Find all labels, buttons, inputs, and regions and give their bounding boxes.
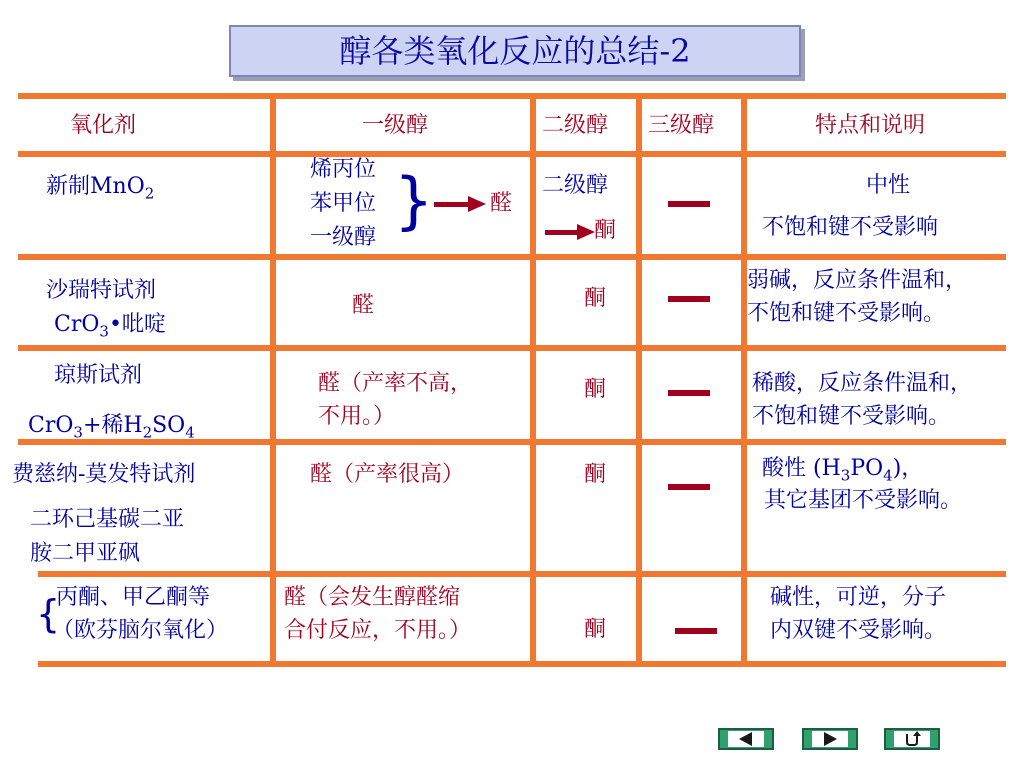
next-slide-button[interactable]: [802, 728, 858, 750]
grid-line-bottom: [38, 661, 1006, 667]
row1-primary-product: 醛: [490, 191, 513, 216]
row5-oxidant-line2: （欧芬脑尔氧化）: [52, 618, 229, 643]
grid-col-4: [741, 93, 747, 667]
row3-tertiary-dash: [668, 390, 710, 396]
row5-tertiary-dash: [675, 628, 717, 634]
row2-oxidant-formula: CrO$_3$•吡啶: [54, 312, 166, 341]
row5-primary-line1: 醛（会发生醇醛缩: [284, 585, 461, 610]
return-arrow-icon: [894, 731, 930, 747]
grid-line-row1: [18, 254, 1006, 260]
row2-oxidant-name: 沙瑞特试剂: [46, 278, 157, 303]
row1-secondary-top: 二级醇: [542, 173, 609, 198]
row5-brace-icon: {: [36, 592, 61, 636]
grid-col-3: [636, 93, 642, 667]
row5-note1: 碱性，可逆，分子: [770, 585, 947, 610]
header-notes: 特点和说明: [815, 113, 926, 138]
row3-primary-line1: 醛（产率不高，: [318, 371, 473, 396]
row3-oxidant-formula: CrO$_3$+稀$H_2SO_4$: [28, 413, 195, 442]
triangle-right-icon: [812, 731, 848, 747]
return-button[interactable]: [884, 728, 940, 750]
grid-col-2: [530, 93, 536, 667]
row3-note1: 稀酸，反应条件温和，: [752, 371, 973, 396]
slide-title: 醇各类氧化反应的总结-2: [229, 25, 801, 77]
row4-note1: 酸性 $(H_3PO_4)$，: [762, 456, 924, 485]
row5-note2: 内双键不受影响。: [770, 618, 947, 643]
grid-line-header: [18, 151, 1006, 157]
row1-secondary-arrow-icon: [545, 224, 595, 240]
row5-secondary: 酮: [584, 617, 607, 642]
row4-secondary: 酮: [584, 462, 607, 487]
row1-arrow-icon: [434, 196, 486, 212]
row4-oxidant-desc2: 胺二甲亚砜: [30, 541, 141, 566]
row3-oxidant-name: 琼斯试剂: [54, 363, 143, 388]
grid-line-row4: [38, 571, 1006, 577]
row3-note2: 不饱和键不受影响。: [752, 404, 951, 429]
row1-oxidant: 新制MnO$_2$: [46, 174, 155, 203]
row1-primary-line3: 一级醇: [310, 225, 377, 250]
row4-note2: 其它基团不受影响。: [764, 488, 963, 513]
triangle-left-icon: [728, 731, 764, 747]
row1-brace-icon: }: [394, 164, 434, 237]
row1-note2: 不饱和键不受影响: [762, 215, 939, 240]
header-secondary: 二级醇: [542, 113, 609, 138]
row5-oxidant-line1: 丙酮、甲乙酮等: [56, 585, 211, 610]
row1-secondary-product: 酮: [594, 218, 617, 243]
row2-note2: 不饱和键不受影响。: [747, 301, 946, 326]
header-primary: 一级醇: [362, 113, 429, 138]
row4-primary: 醛（产率很高）: [310, 462, 465, 487]
grid-line-row2: [18, 345, 1006, 351]
row1-primary-line1: 烯丙位: [310, 157, 377, 182]
row4-tertiary-dash: [668, 484, 710, 490]
header-tertiary: 三级醇: [648, 113, 715, 138]
row1-tertiary-dash: [668, 201, 710, 207]
row2-tertiary-dash: [668, 296, 710, 302]
row5-primary-line2: 合付反应，不用。）: [284, 618, 472, 643]
row3-primary-line2: 不用。）: [318, 404, 396, 429]
row4-oxidant-name: 费慈纳-莫发特试剂: [12, 462, 196, 487]
row4-oxidant-desc1: 二环己基碳二亚: [30, 507, 185, 532]
row2-note1: 弱碱，反应条件温和，: [747, 268, 968, 293]
row2-secondary: 酮: [584, 286, 607, 311]
row2-primary: 醛: [352, 293, 375, 318]
header-oxidant: 氧化剂: [70, 113, 137, 138]
grid-col-1: [270, 93, 276, 667]
row1-primary-line2: 苯甲位: [310, 191, 377, 216]
grid-line-top: [18, 93, 1006, 99]
prev-slide-button[interactable]: [718, 728, 774, 750]
row1-note1: 中性: [866, 173, 911, 198]
row3-secondary: 酮: [584, 377, 607, 402]
